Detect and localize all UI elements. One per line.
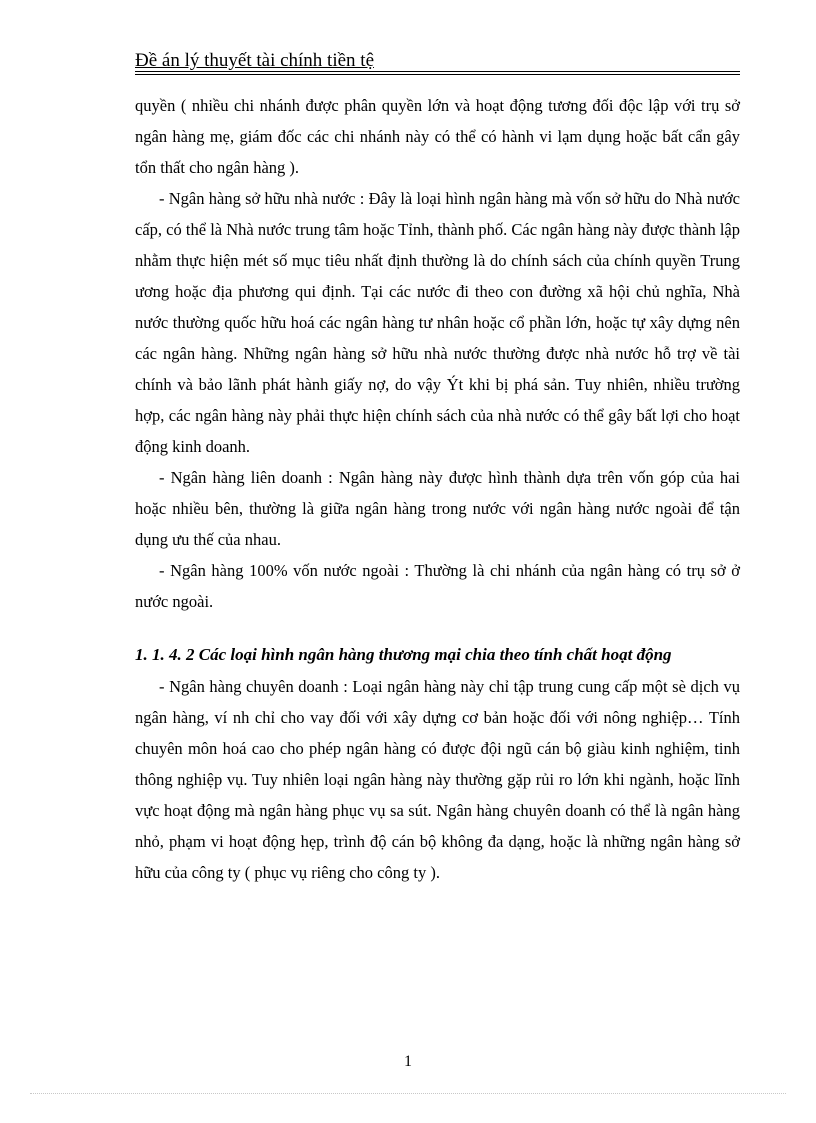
document-body: [135, 90, 740, 888]
page-break-rule: [30, 1093, 786, 1094]
page-header: [135, 50, 740, 76]
header-title: Đề án lý thuyết tài chính tiền tệ: [135, 50, 375, 71]
paragraph-continuation: quyền ( nhiều chi nhánh được phân quyền lớn và hoạt động tương đối độc lập với trụ sở ngân hàng mẹ, giám đốc các chi nhánh này có thể có hành vi lạm dụng hoặc bất cẩn gây tổn thất cho ngân hàng ).: [135, 96, 740, 177]
page-number: 1: [404, 1053, 412, 1070]
header-rule: [135, 71, 740, 72]
section-heading: 1. 1. 4. 2 Các loại hình ngân hàng thương mại chia theo tính chất hoạt động: [135, 645, 672, 664]
section-spacer: [135, 617, 740, 639]
paragraph-joint-venture-bank: - Ngân hàng liên doanh : Ngân hàng này được hình thành dựa trên vốn góp của hai hoặc nhiều bên, thường là giữa ngân hàng trong nước với ngân hàng nước ngoài để tận dụng ưu thế của nhau.: [135, 468, 740, 549]
paragraph-specialized-bank: - Ngân hàng chuyên doanh : Loại ngân hàng này chỉ tập trung cung cấp một sè dịch vụ ngân hàng, ví nh chỉ cho vay đối với xây dựng cơ bản hoặc đối với nông nghiệp… Tính chuyên môn hoá cao cho phép ngân hàng có được đội ngũ cán bộ giàu kinh nghiệm, tinh thông nghiệp vụ. Tuy nhiên loại ngân hàng này thường gặp rủi ro lớn khi ngành, hoặc lĩnh vực hoạt động mà ngân hàng phục vụ sa sút. Ngân hàng chuyên doanh có thể là ngân hàng nhỏ, phạm vi hoạt động hẹp, trình độ cán bộ không đa dạng, hoặc là những ngân hàng sở hữu của công ty ( phục vụ riêng cho công ty ).: [135, 677, 740, 882]
header-rule-secondary: [135, 74, 740, 75]
paragraph-foreign-bank: - Ngân hàng 100% vốn nước ngoài : Thường là chi nhánh của ngân hàng có trụ sở ở nước ngoài.: [135, 561, 740, 611]
paragraph-state-owned-bank: - Ngân hàng sở hữu nhà nước : Đây là loại hình ngân hàng mà vốn sở hữu do Nhà nước cấp, có thể là Nhà nước trung tâm hoặc Tỉnh, thành phố. Các ngân hàng này được thành lập nhằm thực hiện mét số mục tiêu nhất định thường là do chính sách của chính quyền Trung ương hoặc địa phương qui định. Tại các nước đi theo con đường xã hội chủ nghĩa, Nhà nước thường quốc hữu hoá các ngân hàng tư nhân hoặc cổ phần lớn, hoặc tự xây dựng nên các ngân hàng. Những ngân hàng sở hữu nhà nước thường được nhà nước hỗ trợ về tài chính và bảo lãnh phát hành giấy nợ, do vậy Ýt khi bị phá sản. Tuy nhiên, nhiều trường hợp, các ngân hàng này phải thực hiện chính sách của nhà nước có thể gây bất lợi cho hoạt động kinh doanh.: [135, 189, 740, 456]
